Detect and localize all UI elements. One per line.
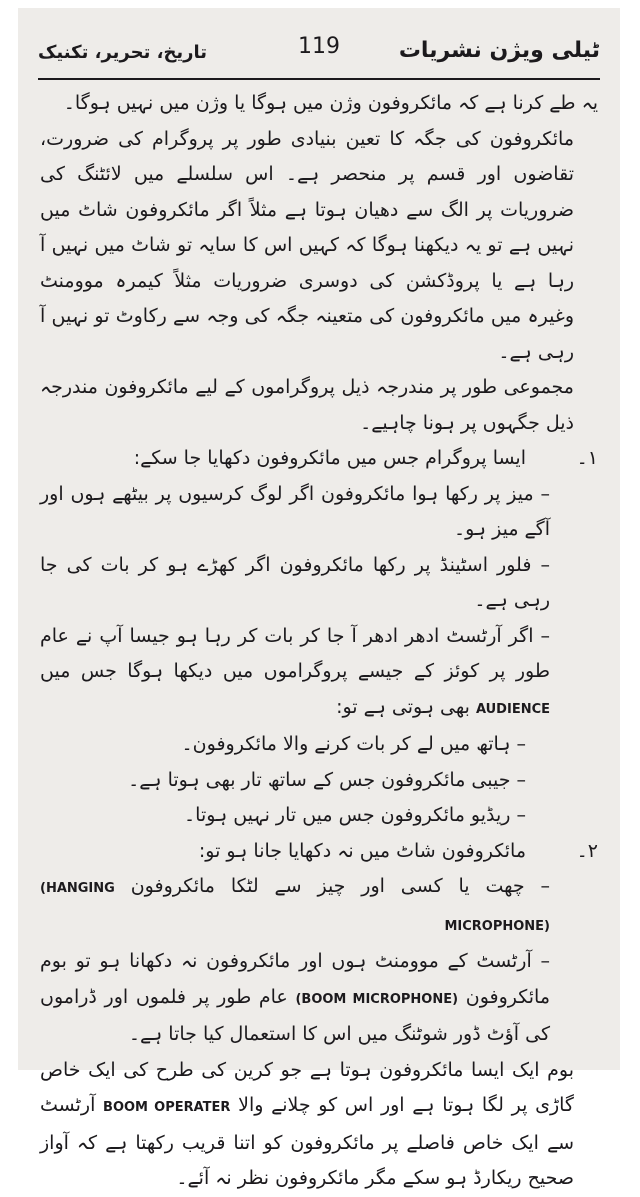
list-item (40, 619, 598, 728)
book-title: ٹیلی ویژن نشریات (398, 38, 600, 63)
section-number: ۲۔ (576, 839, 598, 862)
audience-term: AUDIENCE (475, 701, 550, 717)
section-heading-text: ایسا پروگرام جس میں مائکروفون دکھایا جا سکے: (133, 447, 526, 469)
page-header (38, 22, 600, 80)
section-number: ۱۔ (576, 447, 598, 469)
paragraph: مائکروفون کی جگہ کا تعین بنیادی طور پر پروگرام کی ضرورت، تقاضوں اور قسم پر منحصر ہے۔ اس سلسلے میں لائٹنگ کی ضروریات پر الگ سے دھیان ہوتا ہے مثلاً اگر مائکروفون شاٹ میں نہیں ہے تو یہ دیکھنا ہوگا کہ کہیں اس کا سایہ تو شاٹ میں نہیں آ رہا ہے یا پروڈکشن کی دوسری ضروریات مثلاً کیمرہ موومنٹ وغیرہ میں مائکروفون کی متعینہ جگہ کی وجہ سے رکاوٹ تو نہیں آ رہی ہے۔ (40, 127, 574, 363)
page-number: 119 (298, 34, 340, 59)
page-body (40, 86, 598, 1189)
section-heading (40, 441, 598, 477)
sub-list-item: – جیبی مائکروفون جس کے ساتھ تار بھی ہوتا ہے۔ (128, 768, 526, 791)
section-heading (40, 834, 598, 870)
list-item (40, 944, 598, 1053)
paragraph: مجموعی طور پر مندرجہ ذیل پروگراموں کے لیے مائکروفون مندرجہ ذیل جگہوں پر ہونا چاہیے۔ (40, 376, 574, 434)
paragraph (40, 1053, 598, 1197)
boom-microphone-term: (BOOM MICROPHONE) (295, 991, 459, 1007)
list-item-text: – چھت یا کسی اور چیز سے لٹکا مائکروفون (130, 875, 551, 897)
list-item (40, 869, 598, 944)
paragraph-text: آرٹسٹ سے ایک خاص فاصلے پر مائکروفون کو اتنا قریب رکھتا ہے کہ آواز صحیح ریکارڈ ہو سکے مگر مائکروفون نظر نہ آئے۔ (40, 1094, 574, 1189)
header-rule (38, 78, 600, 80)
sub-list-item: – ریڈیو مائکروفون جس میں تار نہیں ہوتا۔ (184, 804, 526, 826)
book-subtitle: تاریخ، تحریر، تکنیک (38, 42, 208, 63)
book-page (18, 8, 620, 1189)
paragraph-text: بوم ایک ایسا مائکروفون ہوتا ہے جو کرین کی طرح کی ایک خاص گاڑی پر لگا ہوتا ہے اور اس کو چلانے والا (40, 1058, 574, 1116)
list-item-text: – آرٹسٹ کے موومنٹ ہوں اور مائکروفون نہ دکھانا ہو تو بوم مائکروفون (40, 950, 551, 1008)
list-item-text: عام طور پر فلموں اور ڈراموں کی آؤٹ ڈور شوٹنگ میں اس کا استعمال کیا جاتا ہے۔ (40, 985, 550, 1045)
list-item: – میز پر رکھا ہوا مائکروفون اگر لوگ کرسیوں پر بیٹھے ہوں اور آگے میز ہو۔ (40, 482, 550, 540)
list-item: – فلور اسٹینڈ پر رکھا مائکروفون اگر کھڑے ہو کر بات کی جا رہی ہے۔ (40, 553, 550, 611)
boom-operator-term: BOOM OPERATER (103, 1100, 231, 1115)
section-heading-text: مائکروفون شاٹ میں نہ دکھایا جانا ہو تو: (198, 839, 526, 862)
paragraph: یہ طے کرنا ہے کہ مائکروفون وژن میں ہوگا یا وژن میں نہیں ہوگا۔ (63, 92, 598, 114)
list-item-text: بھی ہوتی ہے تو: (336, 695, 470, 718)
list-item-text: – اگر آرٹسٹ ادھر ادھر آ جا کر بات کر رہا ہو جیسا آپ نے عام طور پر کوئز کے جیسے پروگراموں میں دیکھا ہوگا جس میں (40, 624, 550, 682)
sub-list-item: – ہاتھ میں لے کر بات کرنے والا مائکروفون۔ (181, 733, 526, 755)
hanging-microphone-term: (HANGING MICROPHONE) (40, 881, 550, 934)
